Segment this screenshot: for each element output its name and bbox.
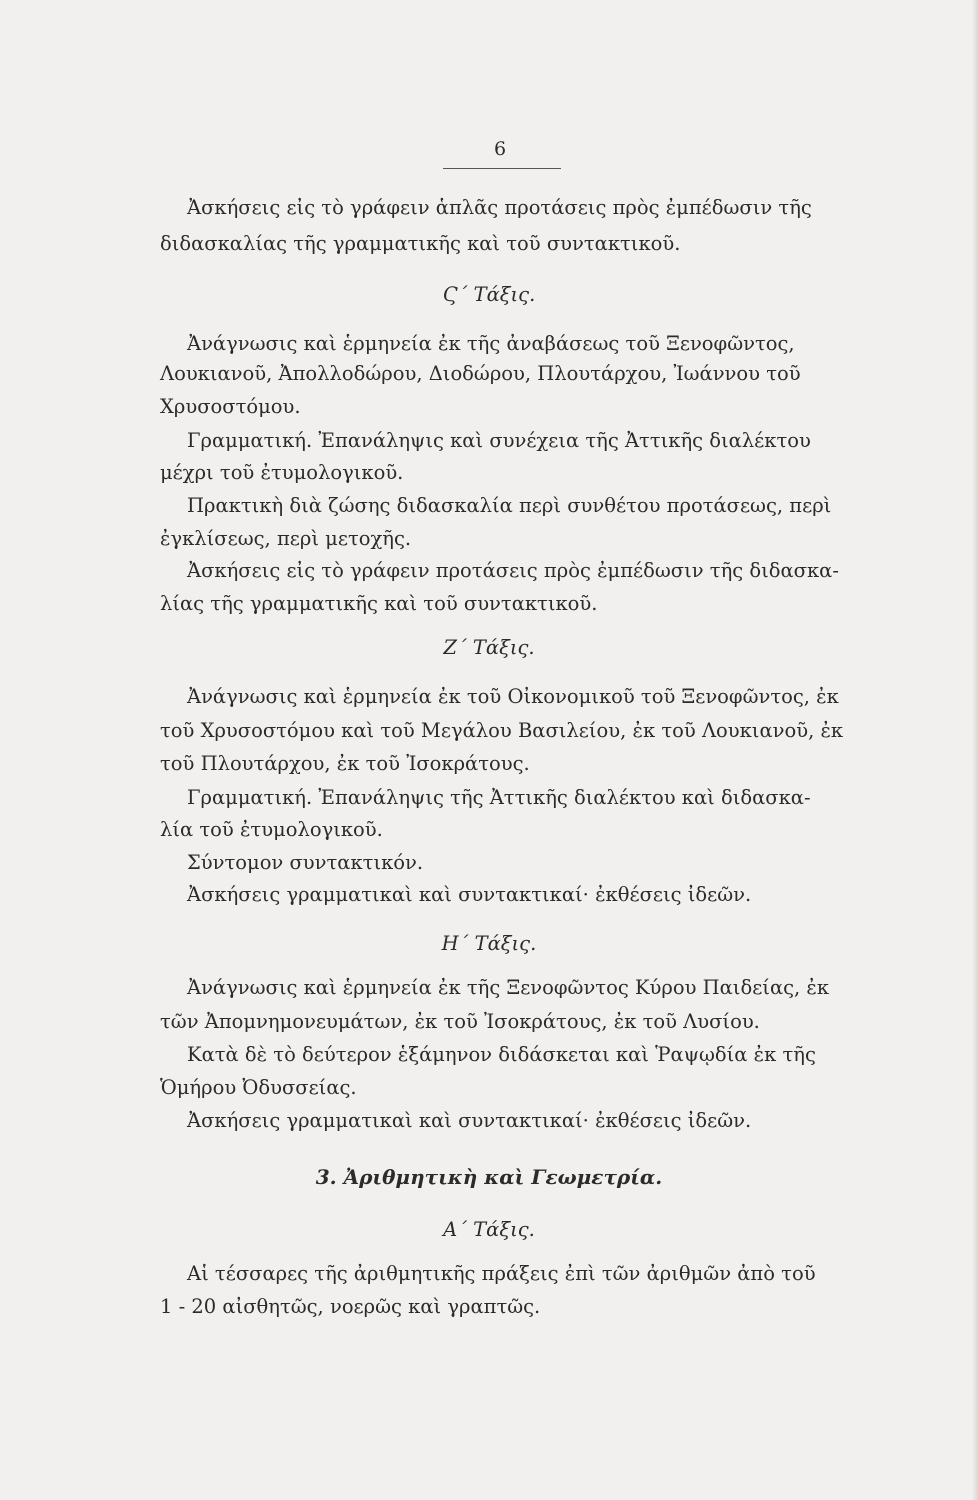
text-line: Χρυσοστόμου. — [160, 395, 301, 418]
text-line: Ἀνάγνωσις καὶ ἑρμηνεία ἐκ τῆς ἀναβάσεως τοῦ Ξενοφῶντος, — [187, 332, 795, 355]
text-line: Λουκιανοῦ, Ἀπολλοδώρου, Διοδώρου, Πλουτάρχου, Ἰωάννου τοῦ — [160, 362, 801, 385]
text-line: μέχρι τοῦ ἐτυμολογικοῦ. — [160, 461, 404, 484]
section-heading: Η΄ Τάξις. — [441, 932, 537, 955]
section-heading: Α΄ Τάξις. — [443, 1218, 535, 1241]
text-line: Αἱ τέσσαρες τῆς ἀριθμητικῆς πράξεις ἐπὶ τῶν ἀριθμῶν ἀπὸ τοῦ — [187, 1262, 816, 1285]
text-line: Ἀσκήσεις γραμματικαὶ καὶ συντακτικαί· ἐκθέσεις ἰδεῶν. — [187, 883, 752, 906]
text-line: λίας τῆς γραμματικῆς καὶ τοῦ συντακτικοῦ. — [160, 592, 598, 615]
text-line: ἐγκλίσεως, περὶ μετοχῆς. — [160, 527, 412, 550]
text-line: Ἀνάγνωσις καὶ ἑρμηνεία ἐκ τῆς Ξενοφῶντος Κύρου Παιδείας, ἐκ — [187, 976, 830, 999]
text-line: Γραμματική. Ἐπανάληψις καὶ συνέχεια τῆς Ἀττικῆς διαλέκτου — [187, 429, 811, 452]
subject-heading: 3. Ἀριθμητικὴ καὶ Γεωμετρία. — [315, 1165, 663, 1189]
text-line: 1 - 20 αἰσθητῶς, νοερῶς καὶ γραπτῶς. — [160, 1295, 541, 1318]
text-line: τοῦ Πλουτάρχου, ἐκ τοῦ Ἰσοκράτους. — [160, 752, 530, 775]
text-line: Σύντομον συντακτικόν. — [187, 851, 424, 874]
section-heading: Ϛ΄ Τάξις. — [442, 283, 536, 306]
text-line: λία τοῦ ἐτυμολογικοῦ. — [160, 818, 383, 841]
page-number-rule — [443, 168, 561, 169]
text-line: Ἀσκήσεις γραμματικαὶ καὶ συντακτικαί· ἐκθέσεις ἰδεῶν. — [187, 1109, 752, 1132]
text-line: Ὁμήρου Ὀδυσσείας. — [160, 1076, 357, 1099]
text-line: Πρακτικὴ διὰ ζώσης διδασκαλία περὶ συνθέτου προτάσεως, περὶ — [187, 494, 832, 517]
text-line: Ἀνάγνωσις καὶ ἑρμηνεία ἐκ τοῦ Οἰκονομικοῦ τοῦ Ξενοφῶντος, ἐκ — [187, 685, 839, 708]
page-edge — [972, 0, 978, 1500]
text-line: τοῦ Χρυσοστόμου καὶ τοῦ Μεγάλου Βασιλείου, ἐκ τοῦ Λουκιανοῦ, ἐκ — [160, 719, 844, 742]
text-line: Κατὰ δὲ τὸ δεύτερον ἑξάμηνον διδάσκεται καὶ Ῥαψῳδία ἐκ τῆς — [187, 1043, 816, 1066]
page-number: 6 — [493, 138, 507, 160]
text-line: διδασκαλίας τῆς γραμματικῆς καὶ τοῦ συντακτικοῦ. — [160, 232, 681, 255]
text-line: Ἀσκήσεις εἰς τὸ γράφειν ἁπλᾶς προτάσεις πρὸς ἐμπέδωσιν τῆς — [187, 196, 812, 219]
text-line: τῶν Ἀπομνημονευμάτων, ἐκ τοῦ Ἰσοκράτους, ἐκ τοῦ Λυσίου. — [160, 1010, 760, 1033]
text-line: Ἀσκήσεις εἰς τὸ γράφειν προτάσεις πρὸς ἐμπέδωσιν τῆς διδασκα- — [187, 559, 839, 582]
text-line: Γραμματική. Ἐπανάληψις τῆς Ἀττικῆς διαλέκτου καὶ διδασκα- — [187, 786, 811, 809]
section-heading: Ζ΄ Τάξις. — [443, 636, 535, 659]
